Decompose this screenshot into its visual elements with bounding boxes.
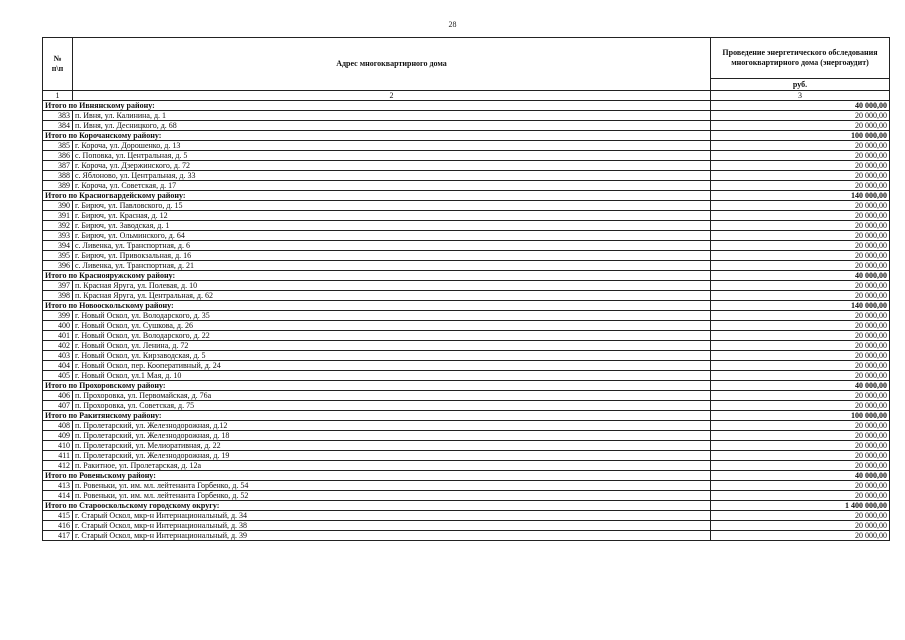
row-number: 410	[43, 441, 73, 451]
row-amount: 20 000,00	[711, 341, 890, 351]
row-address: п. Красная Яруга, ул. Центральная, д. 62	[73, 291, 711, 301]
table-row	[43, 201, 890, 211]
row-amount: 20 000,00	[711, 151, 890, 161]
row-amount: 20 000,00	[711, 141, 890, 151]
row-address: г. Бирюч, ул. Павловского, д. 15	[73, 201, 711, 211]
header-col-number-1: 1	[43, 91, 73, 101]
row-number: 390	[43, 201, 73, 211]
row-number: 402	[43, 341, 73, 351]
district-total-label: Итого по Краснояружскому району:	[43, 271, 711, 281]
district-total-amount: 140 000,00	[711, 301, 890, 311]
row-address: п. Ракитное, ул. Пролетарская, д. 12а	[73, 461, 711, 471]
district-total-amount: 40 000,00	[711, 271, 890, 281]
row-amount: 20 000,00	[711, 201, 890, 211]
row-address: г. Новый Оскол, ул. Сушкова, д. 26	[73, 321, 711, 331]
row-number: 411	[43, 451, 73, 461]
row-amount: 20 000,00	[711, 161, 890, 171]
row-address: п. Ивня, ул. Калинина, д. 1	[73, 111, 711, 121]
table-row	[43, 371, 890, 381]
table-row	[43, 181, 890, 191]
row-amount: 20 000,00	[711, 441, 890, 451]
district-total-row	[43, 381, 890, 391]
row-amount: 20 000,00	[711, 371, 890, 381]
row-amount: 20 000,00	[711, 481, 890, 491]
row-address: п. Пролетарский, ул. Железнодорожная, д. 19	[73, 451, 711, 461]
table-row	[43, 451, 890, 461]
district-total-amount: 100 000,00	[711, 411, 890, 421]
row-address: г. Короча, ул. Дорошенко, д. 13	[73, 141, 711, 151]
table-row	[43, 391, 890, 401]
row-number: 391	[43, 211, 73, 221]
district-total-label: Итого по Красногвардейскому району:	[43, 191, 711, 201]
header-number: № п\п	[43, 38, 73, 91]
row-number: 415	[43, 511, 73, 521]
row-address: г. Короча, ул. Дзержинского, д. 72	[73, 161, 711, 171]
row-address: п. Пролетарский, ул. Железнодорожная, д. 18	[73, 431, 711, 441]
row-number: 400	[43, 321, 73, 331]
row-address: п. Ивня, ул. Десницкого, д. 68	[73, 121, 711, 131]
row-address: п. Ровеньки, ул. им. мл. лейтенанта Горбенко, д. 54	[73, 481, 711, 491]
table-row	[43, 241, 890, 251]
row-address: г. Старый Оскол, мкр-н Интернациональный, д. 39	[73, 531, 711, 541]
table-row	[43, 171, 890, 181]
row-number: 393	[43, 231, 73, 241]
row-number: 417	[43, 531, 73, 541]
table-row	[43, 401, 890, 411]
header-address: Адрес многоквартирного дома	[73, 38, 711, 91]
row-amount: 20 000,00	[711, 491, 890, 501]
row-number: 383	[43, 111, 73, 121]
table-row	[43, 281, 890, 291]
row-address: с. Поповка, ул. Центральная, д. 5	[73, 151, 711, 161]
district-total-amount: 140 000,00	[711, 191, 890, 201]
table-row	[43, 321, 890, 331]
row-amount: 20 000,00	[711, 451, 890, 461]
row-amount: 20 000,00	[711, 391, 890, 401]
row-number: 407	[43, 401, 73, 411]
row-address: г. Бирюч, ул. Ольминского, д. 64	[73, 231, 711, 241]
district-total-row	[43, 101, 890, 111]
row-amount: 20 000,00	[711, 421, 890, 431]
table-row	[43, 521, 890, 531]
table-row	[43, 121, 890, 131]
district-total-amount: 40 000,00	[711, 471, 890, 481]
table-row	[43, 351, 890, 361]
row-amount: 20 000,00	[711, 241, 890, 251]
row-number: 413	[43, 481, 73, 491]
row-number: 392	[43, 221, 73, 231]
row-amount: 20 000,00	[711, 291, 890, 301]
row-amount: 20 000,00	[711, 181, 890, 191]
row-number: 416	[43, 521, 73, 531]
table-row	[43, 441, 890, 451]
table-row	[43, 311, 890, 321]
table-row	[43, 221, 890, 231]
row-address: г. Новый Оскол, ул. Ленина, д. 72	[73, 341, 711, 351]
row-address: п. Красная Яруга, ул. Полевая, д. 10	[73, 281, 711, 291]
row-amount: 20 000,00	[711, 121, 890, 131]
row-amount: 20 000,00	[711, 251, 890, 261]
row-address: п. Ровеньки, ул. им. мл. лейтенанта Горбенко, д. 52	[73, 491, 711, 501]
header-col-number-3: 3	[711, 91, 890, 101]
row-number: 394	[43, 241, 73, 251]
row-amount: 20 000,00	[711, 231, 890, 241]
row-number: 397	[43, 281, 73, 291]
row-amount: 20 000,00	[711, 331, 890, 341]
row-number: 414	[43, 491, 73, 501]
row-amount: 20 000,00	[711, 361, 890, 371]
district-total-row	[43, 301, 890, 311]
row-number: 395	[43, 251, 73, 261]
row-amount: 20 000,00	[711, 111, 890, 121]
row-amount: 20 000,00	[711, 211, 890, 221]
row-number: 385	[43, 141, 73, 151]
row-amount: 20 000,00	[711, 511, 890, 521]
table-row	[43, 151, 890, 161]
row-number: 387	[43, 161, 73, 171]
row-address: п. Прохоровка, ул. Советская, д. 75	[73, 401, 711, 411]
row-amount: 20 000,00	[711, 321, 890, 331]
row-amount: 20 000,00	[711, 281, 890, 291]
table-row	[43, 111, 890, 121]
header-unit: руб.	[711, 79, 890, 91]
table-row	[43, 251, 890, 261]
row-number: 389	[43, 181, 73, 191]
row-amount: 20 000,00	[711, 221, 890, 231]
district-total-amount: 100 000,00	[711, 131, 890, 141]
row-address: г. Бирюч, ул. Заводская, д. 1	[73, 221, 711, 231]
district-total-row	[43, 501, 890, 511]
row-address: г. Старый Оскол, мкр-н Интернациональный, д. 38	[73, 521, 711, 531]
row-number: 386	[43, 151, 73, 161]
row-address: п. Прохоровка, ул. Первомайская, д. 76а	[73, 391, 711, 401]
energy-audit-table	[42, 37, 890, 541]
district-total-label: Итого по Новооскольскому району:	[43, 301, 711, 311]
row-address: г. Короча, ул. Советская, д. 17	[73, 181, 711, 191]
table-row	[43, 161, 890, 171]
district-total-label: Итого по Ивнянскому району:	[43, 101, 711, 111]
district-total-label: Итого по Прохоровскому району:	[43, 381, 711, 391]
table-row	[43, 211, 890, 221]
row-amount: 20 000,00	[711, 171, 890, 181]
row-address: г. Старый Оскол, мкр-н Интернациональный, д. 34	[73, 511, 711, 521]
header-col-number-2: 2	[73, 91, 711, 101]
table-row	[43, 291, 890, 301]
header-energy-audit: Проведение энергетического обследования многоквартирного дома (энергоаудит)	[711, 38, 890, 79]
table-body	[43, 101, 890, 541]
row-number: 404	[43, 361, 73, 371]
row-number: 406	[43, 391, 73, 401]
row-address: г. Бирюч, ул. Красная, д. 12	[73, 211, 711, 221]
row-number: 412	[43, 461, 73, 471]
row-number: 401	[43, 331, 73, 341]
district-total-label: Итого по Ровеньскому району:	[43, 471, 711, 481]
table-row	[43, 461, 890, 471]
row-amount: 20 000,00	[711, 401, 890, 411]
table-row	[43, 341, 890, 351]
row-number: 396	[43, 261, 73, 271]
district-total-amount: 1 400 000,00	[711, 501, 890, 511]
row-amount: 20 000,00	[711, 261, 890, 271]
table-row	[43, 141, 890, 151]
row-number: 405	[43, 371, 73, 381]
row-address: с. Яблоново, ул. Центральная, д. 33	[73, 171, 711, 181]
row-address: п. Пролетарский, ул. Железнодорожная, д.12	[73, 421, 711, 431]
row-amount: 20 000,00	[711, 461, 890, 471]
district-total-row	[43, 131, 890, 141]
row-amount: 20 000,00	[711, 521, 890, 531]
row-number: 399	[43, 311, 73, 321]
row-number: 388	[43, 171, 73, 181]
district-total-amount: 40 000,00	[711, 381, 890, 391]
row-address: п. Пролетарский, ул. Мелиоративная, д. 22	[73, 441, 711, 451]
district-total-row	[43, 191, 890, 201]
row-address: с. Ливенка, ул. Транспортная, д. 6	[73, 241, 711, 251]
district-total-label: Итого по Ракитянскому району:	[43, 411, 711, 421]
district-total-row	[43, 471, 890, 481]
row-amount: 20 000,00	[711, 311, 890, 321]
row-number: 384	[43, 121, 73, 131]
row-amount: 20 000,00	[711, 351, 890, 361]
table-row	[43, 231, 890, 241]
table-row	[43, 261, 890, 271]
district-total-row	[43, 411, 890, 421]
row-number: 398	[43, 291, 73, 301]
row-number: 408	[43, 421, 73, 431]
row-address: г. Бирюч, ул. Привокзальная, д. 16	[73, 251, 711, 261]
table-row	[43, 511, 890, 521]
district-total-label: Итого по Старооскольскому городскому округу:	[43, 501, 711, 511]
row-amount: 20 000,00	[711, 431, 890, 441]
table-row	[43, 431, 890, 441]
row-address: г. Новый Оскол, пер. Кооперативный, д. 24	[73, 361, 711, 371]
table-row	[43, 531, 890, 541]
table-row	[43, 331, 890, 341]
table-row	[43, 361, 890, 371]
district-total-row	[43, 271, 890, 281]
row-number: 403	[43, 351, 73, 361]
row-address: г. Новый Оскол, ул.1 Мая, д. 10	[73, 371, 711, 381]
row-address: г. Новый Оскол, ул. Кирзаводская, д. 5	[73, 351, 711, 361]
table-row	[43, 421, 890, 431]
row-address: г. Новый Оскол, ул. Володарского, д. 22	[73, 331, 711, 341]
page-number: 28	[448, 20, 457, 29]
district-total-label: Итого по Корочанскому району:	[43, 131, 711, 141]
row-address: с. Ливенка, ул. Транспортная, д. 21	[73, 261, 711, 271]
district-total-amount: 40 000,00	[711, 101, 890, 111]
table-row	[43, 491, 890, 501]
row-number: 409	[43, 431, 73, 441]
row-address: г. Новый Оскол, ул. Володарского, д. 35	[73, 311, 711, 321]
table-row	[43, 481, 890, 491]
row-amount: 20 000,00	[711, 531, 890, 541]
